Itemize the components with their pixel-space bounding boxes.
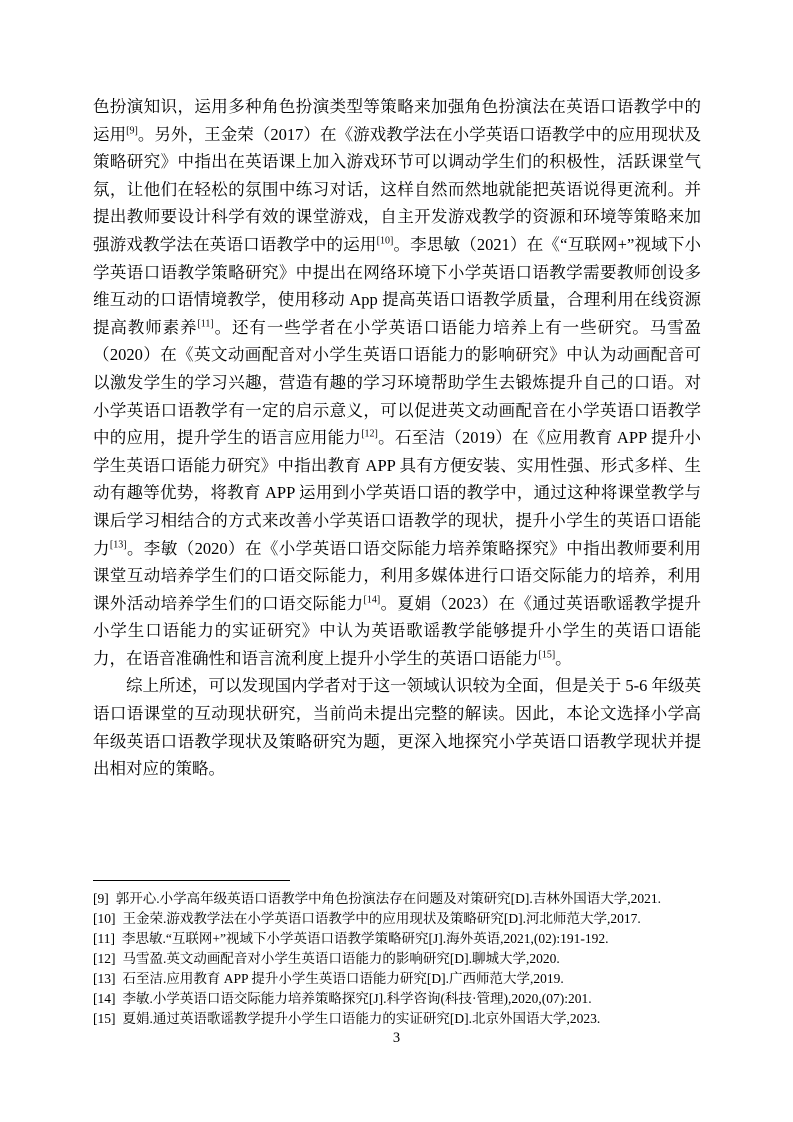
footnote-label: [11] xyxy=(93,931,115,946)
footnote-text: 马雪盈.英文动画配音对小学生英语口语能力的影响研究[D].聊城大学,2020. xyxy=(122,951,560,966)
footnote-13 xyxy=(93,969,701,989)
page-number: 3 xyxy=(392,1030,401,1046)
footnote-separator xyxy=(93,880,290,881)
footnote-ref-9: [9] xyxy=(126,125,138,137)
footnote-ref-11: [11] xyxy=(197,318,214,330)
footnote-ref-14: [14] xyxy=(363,594,381,606)
paragraph-summary: 综上所述，可以发现国内学者对于这一领域认识较为全面，但是关于 5-6 年级英语口语课堂的互动现状研究，当前尚未提出完整的解读。因此，本论文选择小学高年级英语口语教学现状及策略研究为题，更深入地探究小学英语口语教学现状并提出相对应的策略。 xyxy=(93,676,701,779)
body-run: 。还有一些学者在小学英语口语能力培养上有一些研究。马雪盈（2020）在《英文动画配音对小学生英语口语能力的影响研究》中认为动画配音可以激发学生的学习兴趣，营造有趣的学习环境帮助学生去锻炼提升自己的口语。对小学英语口语教学有一定的启示意义，可以促进英文动画配音在小学英语口语教学中的应用，提升学生的语言应用能力 xyxy=(93,317,702,448)
body-text xyxy=(93,93,701,783)
body-run: 。另外，王金荣（2017）在《游戏教学法在小学英语口语教学中的应用现状及策略研究》中指出在英语课上加入游戏环节可以调动学生们的积极性，活跃课堂气氛，让他们在轻松的氛围中练习对话，这样自然而然地就能把英语说得更流利。并提出教师要设计科学有效的课堂游戏，自主开发游戏教学的资源和环境等策略来加强游戏教学法在英语口语教学中的运用 xyxy=(93,124,702,254)
footnote-9 xyxy=(93,889,701,909)
footnote-14 xyxy=(93,989,701,1009)
body-run: 色扮演知识，运用多种角色扮演类型等策略来加强角色扮演法在英语口语教学中的运用 xyxy=(93,97,701,144)
body-run: 。李思敏（2021）在《“互联网+”视域下小学英语口语教学策略研究》中提出在网络环境下小学英语口语教学需要教师创设多维互动的口语情境教学，使用移动 App 提高英语口语教学质量，合理利用在线资源提高教师素养 xyxy=(93,234,702,337)
footnote-text: 王金荣.游戏教学法在小学英语口语教学中的应用现状及策略研究[D].河北师范大学,2017. xyxy=(122,911,641,926)
footnote-11 xyxy=(93,929,701,949)
paragraph-literature-review xyxy=(93,93,701,672)
footnote-15 xyxy=(93,1009,701,1029)
footnote-text: 李思敏.“互联网+”视域下小学英语口语教学策略研究[J].海外英语,2021,(02):191-192. xyxy=(122,931,609,946)
footnote-label: [9] xyxy=(93,891,109,906)
footnote-text: 石至洁.应用教育 APP 提升小学生英语口语能力研究[D].广西师范大学,2019. xyxy=(122,971,564,986)
body-run: 。石至洁（2019）在《应用教育 APP 提升小学生英语口语能力研究》中指出教育 APP 具有方便安装、实用性强、形式多样、生动有趣等优势，将教育 APP 运用到小学英语口语的教学中，通过这种将课堂教学与课后学习相结合的方式来改善小学英语口语教学的现状，提升小学生的英语口语能力 xyxy=(93,428,701,558)
footnote-10 xyxy=(93,909,701,929)
footnote-ref-15: [15] xyxy=(538,649,556,661)
body-run: 。李敏（2020）在《小学英语口语交际能力培养策略探究》中指出教师要利用课堂互动培养学生们的口语交际能力，利用多媒体进行口语交际能力的培养，利用课外活动培养学生们的口语交际能力 xyxy=(93,538,702,613)
footnote-12 xyxy=(93,949,701,969)
footnote-text: 夏娟.通过英语歌谣教学提升小学生口语能力的实证研究[D].北京外国语大学,2023. xyxy=(122,1011,601,1026)
footnote-ref-12: [12] xyxy=(361,428,378,440)
footnote-label: [14] xyxy=(93,991,116,1006)
footnote-area xyxy=(93,880,701,1029)
footnote-text: 郭开心.小学高年级英语口语教学中角色扮演法存在问题及对策研究[D].吉林外国语大学,2021. xyxy=(115,891,661,906)
footnote-label: [13] xyxy=(93,971,116,986)
footnote-ref-13: [13] xyxy=(109,539,127,550)
body-run: 。夏娟（2023）在《通过英语歌谣教学提升小学生口语能力的实证研究》中认为英语歌谣教学能够提升小学生的英语口语能力，在语音准确性和语言流利度上提升小学生的英语口语能力 xyxy=(93,593,702,668)
body-run: 。 xyxy=(555,648,572,668)
footnote-ref-10: [10] xyxy=(376,235,394,247)
footnote-label: [10] xyxy=(93,911,116,926)
footnote-label: [15] xyxy=(93,1011,116,1026)
footnote-label: [12] xyxy=(93,951,116,966)
footnote-text: 李敏.小学英语口语交际能力培养策略探究[J].科学咨询(科技·管理),2020,(07):201. xyxy=(122,991,592,1006)
